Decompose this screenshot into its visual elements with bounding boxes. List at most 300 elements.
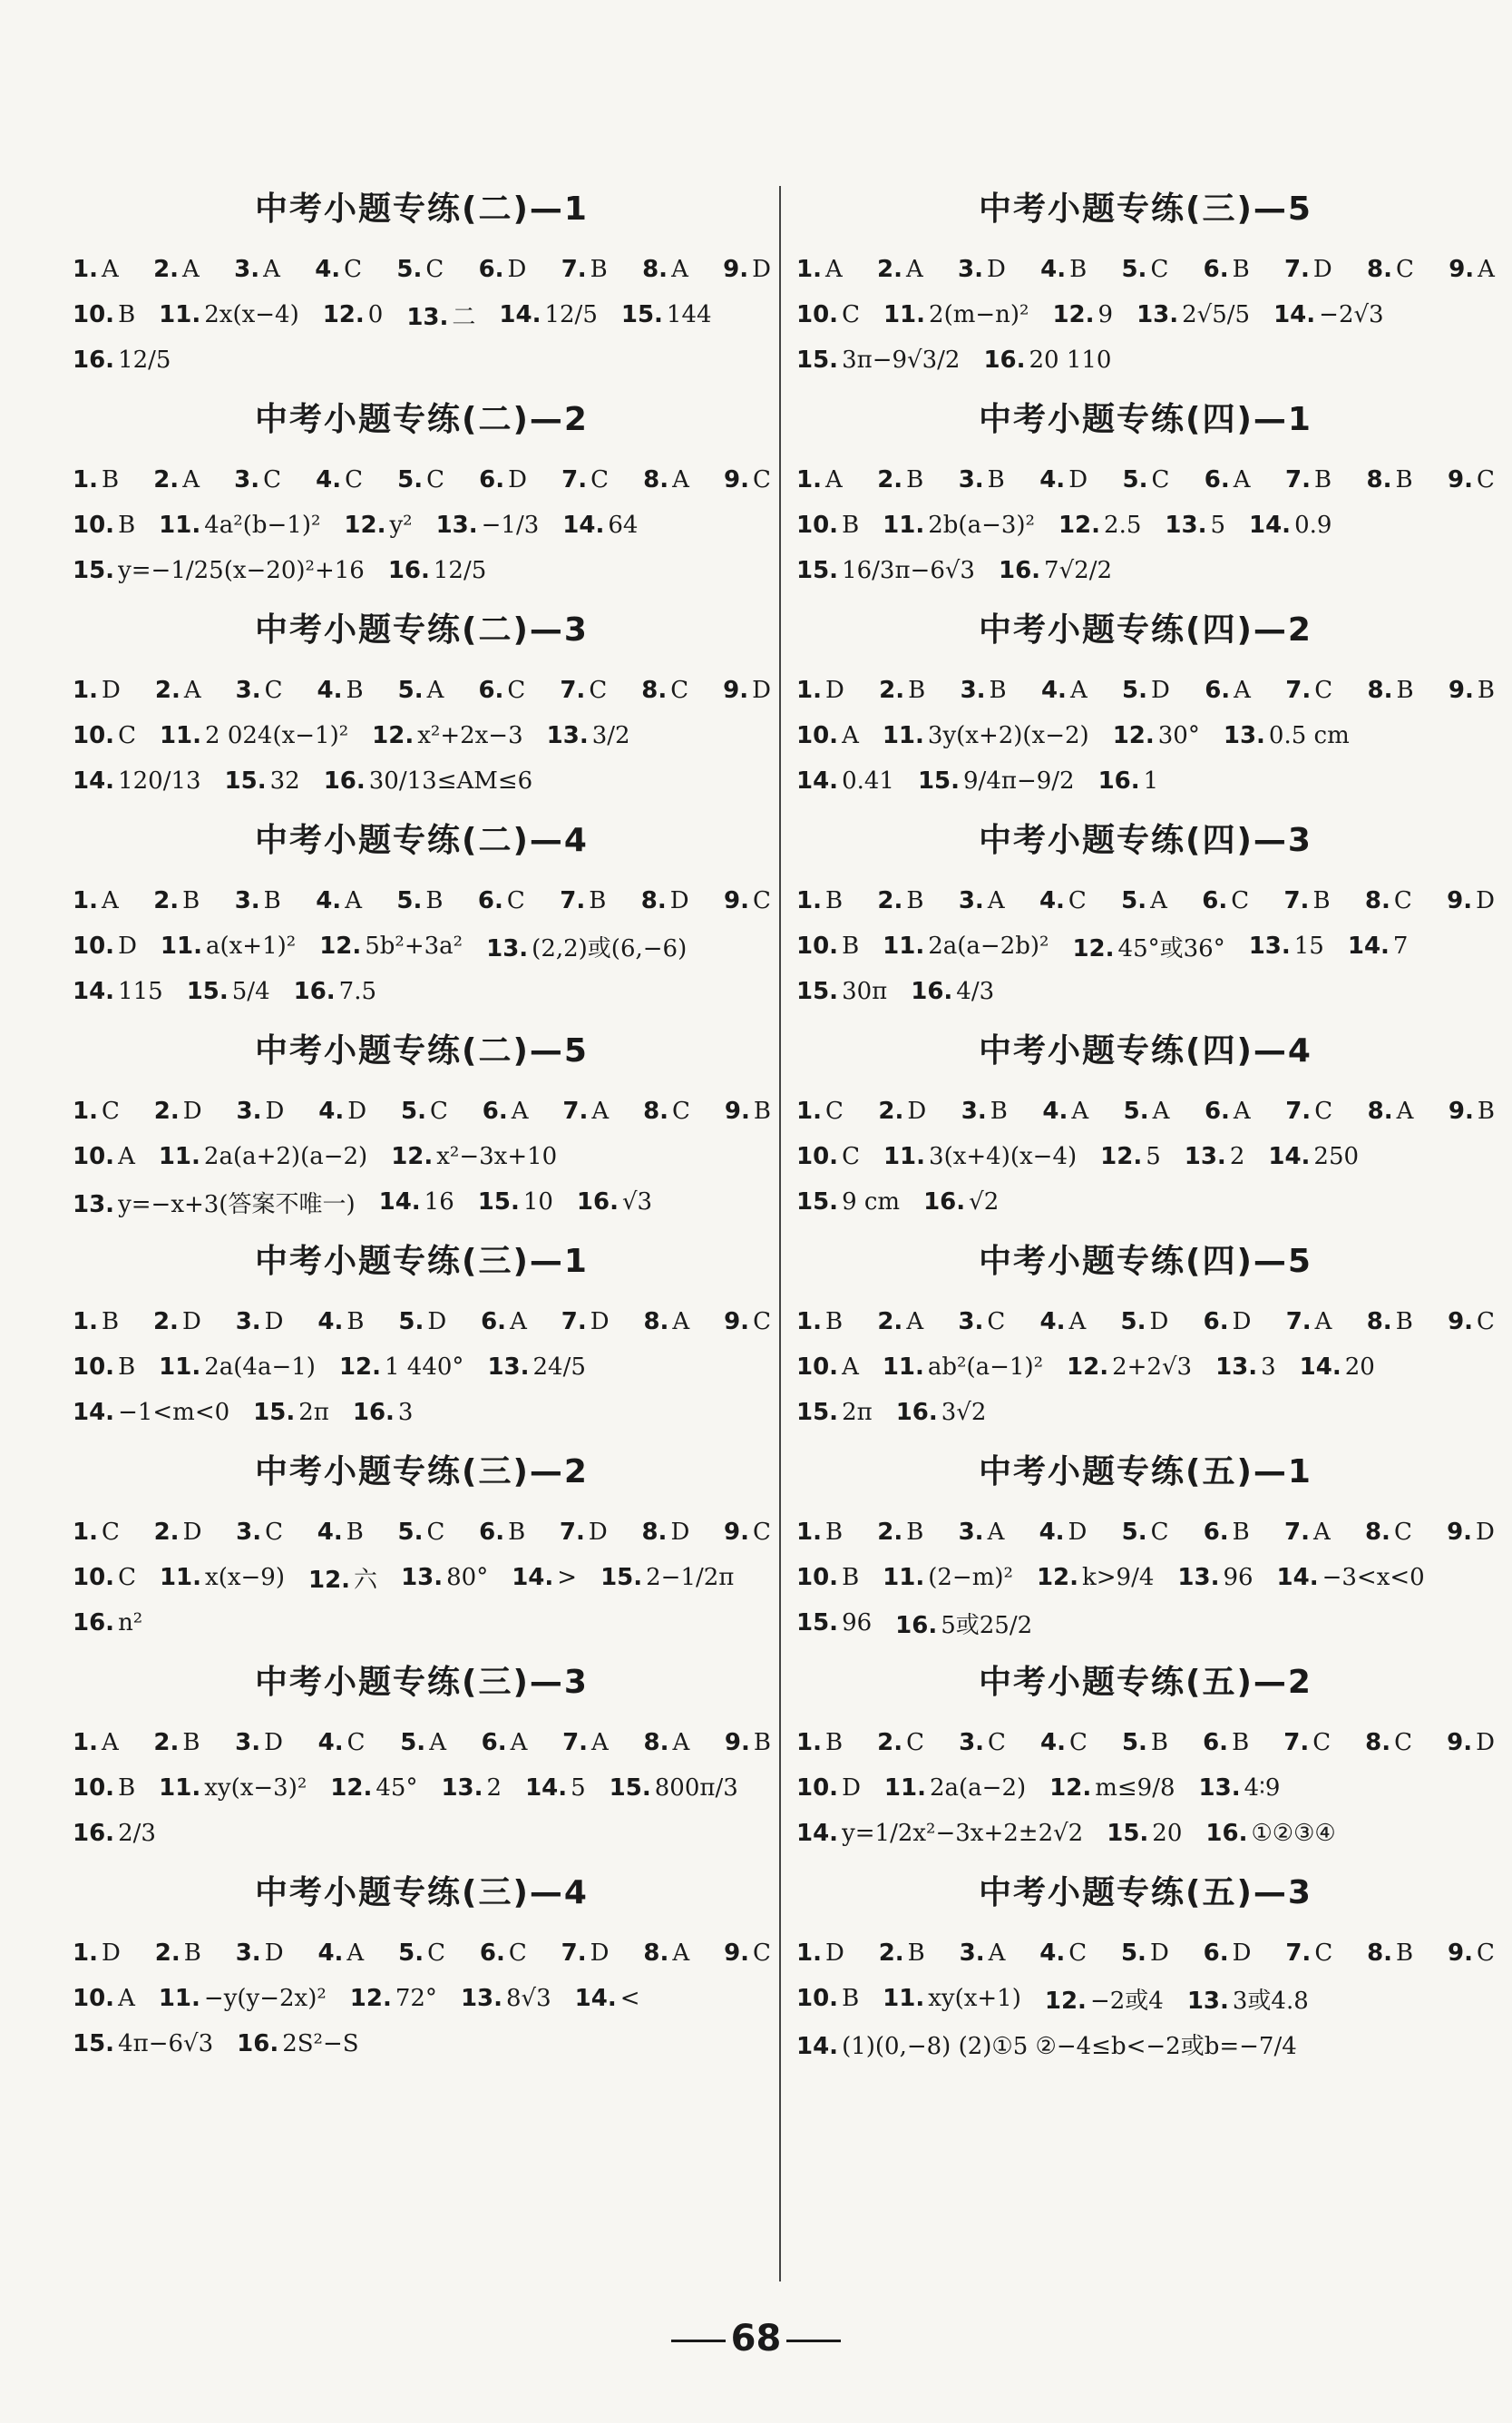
answer-item: 8. B — [1367, 677, 1414, 704]
answer-item: 9. B — [1448, 677, 1495, 704]
answer-item: 4. D — [318, 1098, 367, 1125]
answer-item: 8. C — [641, 677, 689, 704]
answer-item: 7. D — [561, 1308, 610, 1335]
answer-section — [73, 1225, 771, 1435]
answer-item: 5. C — [397, 466, 445, 493]
section-title: 中考小题专练(三)—2 — [255, 1453, 589, 1490]
answer-item: 8. B — [1366, 466, 1413, 493]
answer-item: 1. A — [796, 256, 843, 283]
answer-line — [73, 337, 771, 383]
answer-item: 9. D — [723, 256, 771, 283]
answer-line — [796, 713, 1495, 758]
answer-item: 1. B — [796, 1308, 844, 1335]
answer-line — [73, 758, 771, 804]
answer-item: 11. 2a(a−2) — [883, 1774, 1027, 1802]
answer-item: 16. ①②③④ — [1205, 1820, 1336, 1847]
answer-item: 14. 0.41 — [796, 767, 894, 795]
answer-item: 15. 800π/3 — [609, 1774, 738, 1802]
answer-line — [796, 247, 1495, 292]
answer-item: 7. B — [561, 256, 608, 283]
answer-item: 3. D — [236, 1098, 285, 1125]
answer-item: 6. A — [482, 1098, 529, 1125]
answer-item: 2. D — [153, 1519, 202, 1546]
answer-line — [796, 2021, 1495, 2066]
answer-item: 15. 20 — [1107, 1820, 1183, 1847]
answer-item: 1. B — [73, 466, 120, 493]
answer-item: 2. A — [877, 1308, 924, 1335]
answer-item: 6. B — [1203, 1519, 1250, 1546]
answer-line — [73, 1600, 771, 1646]
answer-item: 13. 8√3 — [460, 1985, 551, 2012]
answer-item: 4. C — [1039, 1939, 1088, 1967]
answer-item: 9. B — [724, 1729, 771, 1756]
answer-line — [73, 1089, 771, 1134]
answer-item: 6. D — [1203, 1308, 1252, 1335]
answer-item: 12. y² — [344, 512, 413, 539]
answer-item: 7. B — [1284, 466, 1332, 493]
page-footer — [0, 2318, 1512, 2359]
answer-item: 2. A — [153, 466, 200, 493]
answer-section — [796, 1225, 1495, 1435]
answer-item: 12. 2.5 — [1058, 512, 1142, 539]
answer-item: 7. A — [562, 1098, 610, 1125]
answer-item: 5. D — [398, 1308, 447, 1335]
answer-item: 3. C — [235, 677, 283, 704]
answer-item: 3. A — [234, 256, 280, 283]
section-title: 中考小题专练(四)—3 — [979, 822, 1312, 859]
answer-item: 16. 2S²−S — [237, 2030, 359, 2057]
answer-item: 12. 30° — [1112, 722, 1200, 749]
answer-item: 11. 2b(a−3)² — [883, 512, 1035, 539]
answer-item: 6. D — [478, 256, 527, 283]
section-title: 中考小题专练(二)—3 — [255, 611, 589, 649]
answer-item: 11. 2x(x−4) — [159, 301, 299, 328]
answer-item: 12. 45° — [330, 1774, 418, 1802]
answer-item: 10. B — [796, 512, 860, 539]
answer-item: 15. 2−1/2π — [600, 1564, 735, 1591]
answer-item: 10. B — [796, 1564, 860, 1591]
answer-item: 4. A — [1042, 1098, 1089, 1125]
answer-item: 4. D — [1039, 1519, 1088, 1546]
answer-item: 16. 2/3 — [73, 1820, 156, 1847]
answer-item: 15. 144 — [620, 301, 712, 328]
answer-item: 7. A — [562, 1729, 609, 1756]
answer-item: 14. 5 — [525, 1774, 586, 1802]
answer-item: 3. B — [960, 677, 1007, 704]
answer-item: 9. C — [724, 1519, 771, 1546]
answer-item: 1. A — [73, 887, 119, 914]
answer-item: 15. 4π−6√3 — [73, 2030, 214, 2057]
answer-item: 10. D — [73, 933, 137, 960]
answer-item: 6. A — [1204, 466, 1251, 493]
answer-item: 13. 0.5 cm — [1223, 722, 1350, 749]
answer-item: 11. xy(x+1) — [883, 1985, 1021, 2012]
answer-line — [796, 1930, 1495, 1976]
answer-line — [73, 1720, 771, 1765]
answer-item: 5. C — [1122, 466, 1170, 493]
answer-item: 14. 64 — [562, 512, 639, 539]
answer-line — [73, 1390, 771, 1435]
answer-item: 11. −y(y−2x)² — [158, 1985, 327, 2012]
answer-item: 1. C — [796, 1098, 844, 1125]
answer-item: 14. > — [512, 1564, 578, 1591]
answer-item: 2. B — [877, 887, 924, 914]
answer-item: 6. A — [481, 1729, 528, 1756]
answer-item: 7. D — [561, 1939, 610, 1967]
answer-item: 8. C — [643, 1098, 690, 1125]
section-title: 中考小题专练(二)—4 — [255, 822, 589, 859]
answer-item: 5. D — [1120, 1308, 1169, 1335]
answer-item: 16. √3 — [576, 1188, 653, 1216]
section-title: 中考小题专练(三)—1 — [255, 1243, 589, 1280]
section-title: 中考小题专练(三)—3 — [255, 1664, 589, 1701]
right-column — [796, 172, 1495, 2066]
section-title: 中考小题专练(五)—1 — [979, 1453, 1312, 1490]
answer-line — [796, 337, 1495, 383]
answer-section — [73, 383, 771, 593]
answer-item: 5. C — [397, 1519, 445, 1546]
answer-line — [796, 1600, 1495, 1646]
answer-item: 9. C — [724, 887, 771, 914]
answer-item: 9. A — [1449, 256, 1495, 283]
answer-item: 10. B — [796, 933, 860, 960]
answer-item: 2. B — [877, 1519, 924, 1546]
answer-item: 13. 3或4.8 — [1186, 1987, 1309, 2015]
answer-item: 5. A — [397, 677, 444, 704]
answer-item: 10. D — [796, 1774, 861, 1802]
answer-item: 8. A — [643, 1308, 690, 1335]
answer-item: 11. 2(m−n)² — [883, 301, 1029, 328]
answer-item: 16. 30/13≤AM≤6 — [323, 767, 533, 795]
answer-item: 14. 12/5 — [499, 301, 598, 328]
answer-line — [796, 1134, 1495, 1179]
answer-item: 14. (1)(0,−8) (2)①5 ②−4≤b<−2或b=−7/4 — [796, 2032, 1297, 2060]
answer-item: 14. 20 — [1299, 1353, 1375, 1381]
section-title: 中考小题专练(二)—1 — [255, 191, 589, 228]
answer-item: 4. A — [317, 1939, 365, 1967]
answer-item: 14. −2√3 — [1273, 301, 1384, 328]
answer-item: 9. D — [723, 677, 771, 704]
answer-item: 9. D — [1447, 1729, 1495, 1756]
answer-item: 15. 10 — [477, 1188, 553, 1216]
answer-item: 12. 5 — [1100, 1143, 1161, 1170]
answer-item: 8. A — [643, 1729, 690, 1756]
answer-item: 4. D — [1039, 466, 1088, 493]
answer-item: 1. D — [796, 677, 844, 704]
answer-item: 1. A — [796, 466, 843, 493]
answer-item: 5. C — [396, 256, 444, 283]
section-title: 中考小题专练(五)—2 — [979, 1664, 1312, 1701]
answer-line — [73, 1811, 771, 1856]
answer-line — [796, 758, 1495, 804]
answer-item: 9. D — [1447, 887, 1495, 914]
answer-item: 14. y=1/2x²−3x+2±2√2 — [796, 1820, 1084, 1847]
answer-line — [73, 457, 771, 503]
answer-line — [796, 1344, 1495, 1390]
answer-item: 10. C — [73, 1564, 136, 1591]
answer-line — [73, 1976, 771, 2021]
answer-item: 7. C — [561, 466, 609, 493]
answer-item: 9. C — [1448, 1308, 1495, 1335]
answer-section — [796, 593, 1495, 804]
answer-section — [73, 172, 771, 383]
answer-item: 11. a(x+1)² — [160, 933, 297, 960]
answer-line — [796, 1720, 1495, 1765]
answer-item: 15. 9 cm — [796, 1188, 901, 1216]
answer-item: 8. B — [1367, 1939, 1414, 1967]
answer-item: 4. B — [1040, 256, 1088, 283]
answer-item: 15. 96 — [796, 1609, 873, 1637]
answer-item: 5. B — [396, 887, 444, 914]
answer-item: 7. C — [1285, 677, 1333, 704]
answer-item: 4. A — [316, 887, 362, 914]
answer-item: 8. A — [643, 466, 689, 493]
answer-item: 3. A — [958, 1519, 1005, 1546]
answer-item: 8. C — [1367, 256, 1414, 283]
answer-item: 7. D — [559, 1519, 608, 1546]
answer-item: 1. C — [73, 1098, 120, 1125]
answer-item: 8. D — [641, 1519, 690, 1546]
section-title: 中考小题专练(三)—4 — [255, 1874, 589, 1911]
left-column — [73, 172, 771, 2066]
answer-item: 14. −3<x<0 — [1276, 1564, 1425, 1591]
answer-line — [73, 548, 771, 593]
answer-item: 3. D — [958, 256, 1006, 283]
answer-item: 2. B — [153, 887, 200, 914]
answer-item: 1. B — [796, 887, 844, 914]
answer-item: 5. A — [1121, 887, 1167, 914]
answer-item: 12. 5b²+3a² — [319, 933, 463, 960]
answer-item: 11. 3y(x+2)(x−2) — [882, 722, 1089, 749]
answer-item: 7. A — [1284, 1519, 1331, 1546]
section-title: 中考小题专练(二)—2 — [255, 401, 589, 438]
answer-line — [73, 292, 771, 337]
answer-item: 9. C — [1448, 1939, 1495, 1967]
answer-item: 12. 1 440° — [338, 1353, 464, 1381]
answer-line — [73, 668, 771, 713]
answer-section — [796, 1014, 1495, 1225]
answer-section — [796, 1435, 1495, 1646]
answer-item: 8. A — [643, 1939, 690, 1967]
answer-section — [796, 1646, 1495, 1856]
answer-item: 15. 5/4 — [186, 978, 270, 1005]
answer-item: 10. C — [796, 1143, 860, 1170]
answer-item: 6. B — [1203, 256, 1250, 283]
answer-item: 3. C — [958, 1308, 1006, 1335]
answer-item: 7. B — [1283, 887, 1331, 914]
answer-item: 1. D — [73, 677, 121, 704]
answer-item: 7. A — [1285, 1308, 1332, 1335]
answer-item: 2. D — [153, 1098, 202, 1125]
answer-item: 2. B — [878, 1939, 925, 1967]
answer-item: 1. A — [73, 256, 119, 283]
answer-item: 11. 2a(4a−1) — [159, 1353, 316, 1381]
answer-item: 12. x²−3x+10 — [391, 1143, 558, 1170]
answer-item: 16. 5或25/2 — [895, 1611, 1033, 1639]
answer-line — [796, 1976, 1495, 2021]
answer-item: 10. C — [796, 301, 860, 328]
answer-item: 14. 0.9 — [1249, 512, 1332, 539]
answer-item: 8. C — [1364, 887, 1412, 914]
answer-item: 5. A — [1123, 1098, 1170, 1125]
answer-item: 9. C — [724, 466, 771, 493]
answer-item: 8. B — [1366, 1308, 1413, 1335]
answer-item: 13. 80° — [401, 1564, 489, 1591]
answer-item: 13. 15 — [1248, 933, 1324, 960]
answer-line — [73, 1509, 771, 1555]
answer-item: 10. A — [73, 1143, 135, 1170]
answer-section — [73, 1014, 771, 1225]
answer-section — [73, 1856, 771, 2066]
answer-item: 2. B — [877, 466, 924, 493]
answer-item: 4. A — [1040, 677, 1088, 704]
answer-item: 4. C — [316, 466, 363, 493]
answer-item: 6. C — [478, 677, 526, 704]
answer-item: 3. D — [235, 1939, 284, 1967]
answer-item: 12. 72° — [349, 1985, 437, 2012]
answer-item: 13. 2√5/5 — [1136, 301, 1251, 328]
answer-item: 12. 9 — [1052, 301, 1114, 328]
answer-item: 11. 2a(a+2)(a−2) — [158, 1143, 368, 1170]
answer-item: 3. B — [961, 1098, 1008, 1125]
answer-item: 4. C — [1040, 1729, 1088, 1756]
answer-line — [73, 1765, 771, 1811]
answer-item: 3. A — [958, 887, 1005, 914]
answer-line — [73, 923, 771, 969]
answer-item: 1. C — [73, 1519, 120, 1546]
answer-item: 5. C — [400, 1098, 448, 1125]
answer-section — [796, 1856, 1495, 2066]
answer-item: 6. B — [479, 1519, 526, 1546]
answer-item: 15. y=−1/25(x−20)²+16 — [73, 557, 365, 584]
answer-line — [73, 1299, 771, 1344]
answer-item: 5. A — [400, 1729, 446, 1756]
answer-line — [73, 247, 771, 292]
answer-item: 16. √2 — [923, 1188, 1000, 1216]
answer-line — [73, 969, 771, 1014]
answer-item: 12. 六 — [307, 1566, 378, 1594]
answer-item: 15. 2π — [253, 1399, 329, 1426]
answer-section — [796, 804, 1495, 1014]
answer-section — [73, 804, 771, 1014]
answer-item: 7. B — [560, 887, 607, 914]
section-title: 中考小题专练(四)—2 — [979, 611, 1312, 649]
answer-item: 13. 4∶9 — [1198, 1774, 1281, 1802]
answer-item: 16. 7√2/2 — [998, 557, 1112, 584]
answer-item: 8. D — [640, 887, 689, 914]
answer-line — [73, 1134, 771, 1179]
answer-item: 12. k>9/4 — [1036, 1564, 1155, 1591]
answer-item: 13. 5 — [1165, 512, 1225, 539]
answer-item: 5. C — [1121, 1519, 1169, 1546]
section-title: 中考小题专练(二)—5 — [255, 1032, 589, 1070]
answer-item: 13. −1/3 — [435, 512, 540, 539]
answer-line — [73, 1930, 771, 1976]
answer-line — [73, 503, 771, 548]
answer-item: 3. D — [235, 1729, 283, 1756]
answer-item: 3. B — [234, 887, 281, 914]
answer-item: 2. B — [154, 1939, 201, 1967]
answer-item: 12. x²+2x−3 — [372, 722, 523, 749]
answer-item: 11. ab²(a−1)² — [882, 1353, 1044, 1381]
answer-section — [73, 593, 771, 804]
answer-item: 12. 0 — [322, 301, 384, 328]
answer-line — [796, 923, 1495, 969]
column-divider — [779, 186, 781, 2281]
footer-dash-right — [786, 2340, 841, 2342]
answer-item: 16. 3√2 — [895, 1399, 987, 1426]
answer-item: 6. D — [1203, 1939, 1252, 1967]
answer-line — [796, 668, 1495, 713]
answer-item: 5. B — [1121, 1729, 1169, 1756]
answer-item: 9. D — [1447, 1519, 1495, 1546]
answer-item: 7. C — [560, 677, 608, 704]
answer-item: 3. A — [959, 1939, 1006, 1967]
answer-item: 12. m≤9/8 — [1049, 1774, 1175, 1802]
answer-line — [796, 878, 1495, 923]
answer-item: 2. D — [152, 1308, 201, 1335]
answer-item: 13. 3 — [1215, 1353, 1276, 1381]
answer-item: 11. 4a²(b−1)² — [159, 512, 321, 539]
answer-item: 2. C — [877, 1729, 925, 1756]
answer-line — [796, 1555, 1495, 1600]
answer-item: 12. −2或4 — [1044, 1987, 1164, 2015]
answer-item: 6. C — [477, 887, 525, 914]
answer-item: 4. B — [317, 677, 364, 704]
answer-line — [796, 1179, 1495, 1225]
answer-section — [73, 1646, 771, 1856]
answer-item: 1. B — [796, 1519, 844, 1546]
answer-item: 13. 二 — [406, 303, 476, 331]
answer-item: 9. C — [724, 1939, 771, 1967]
answer-item: 1. B — [796, 1729, 844, 1756]
answer-item: 6. A — [1204, 1098, 1251, 1125]
answer-item: 3. B — [958, 466, 1005, 493]
answer-item: 6. C — [479, 1939, 527, 1967]
answer-item: 2. B — [153, 1729, 200, 1756]
section-title: 中考小题专练(三)—5 — [979, 191, 1312, 228]
answer-item: 14. 16 — [378, 1188, 454, 1216]
answer-line — [796, 1299, 1495, 1344]
answer-item: 13. 3/2 — [546, 722, 630, 749]
answer-item: 13. 2 — [441, 1774, 502, 1802]
answer-line — [73, 2021, 771, 2066]
answer-item: 8. A — [642, 256, 688, 283]
answer-item: 11. x(x−9) — [159, 1564, 285, 1591]
answer-item: 7. D — [1283, 256, 1332, 283]
answer-line — [796, 548, 1495, 593]
answer-item: 14. −1<m<0 — [73, 1399, 230, 1426]
answer-item: 8. A — [1367, 1098, 1414, 1125]
answer-item: 10. A — [796, 722, 859, 749]
answer-item: 1. A — [73, 1729, 119, 1756]
answer-item: 2. A — [153, 256, 200, 283]
answer-item: 13. 24/5 — [487, 1353, 586, 1381]
answer-item: 6. B — [1203, 1729, 1250, 1756]
answer-item: 2. A — [154, 677, 201, 704]
answer-item: 12. 2+2√3 — [1067, 1353, 1193, 1381]
answer-item: 9. C — [724, 1308, 771, 1335]
answer-item: 4. C — [317, 1729, 366, 1756]
answer-item: 8. C — [1364, 1519, 1412, 1546]
answer-item: 15. 30π — [796, 978, 888, 1005]
answer-item: 9. B — [724, 1098, 771, 1125]
section-title: 中考小题专练(五)—3 — [979, 1874, 1312, 1911]
answer-item: 14. < — [574, 1985, 640, 2012]
answer-item: 16. 12/5 — [387, 557, 487, 584]
answer-item: 10. B — [73, 512, 136, 539]
answer-item: 14. 250 — [1268, 1143, 1360, 1170]
